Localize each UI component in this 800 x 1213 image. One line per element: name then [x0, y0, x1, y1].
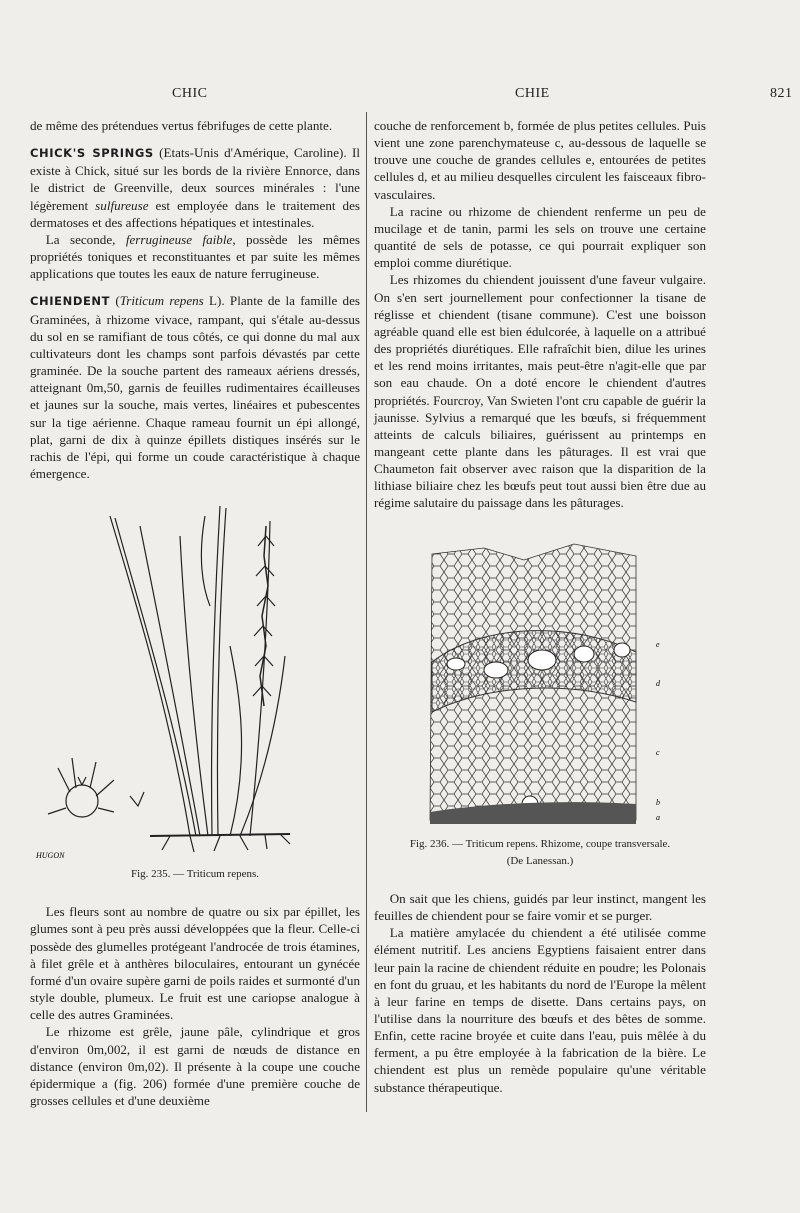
label-c: c — [656, 747, 660, 757]
figure-235 — [30, 496, 360, 883]
paragraph-amylacee: La matière amylacée du chiendent a été utilisée comme élément nutritif. Les anciens Egyptiens faisaient entrer dans leur pain la racine de chiendent réduite en poudre; les Polonais en font du gruau, et les habitants du nord de l'Europe la mêlent à leur farine en temps de disette. Dans certains pays, on l'utilise dans la nourriture des bœufs et des bêtes de somme. Enfin, cette racine broyée et cuite dans l'eau, puis mêlée à du ferment, a pu être employée à la fabrication de la bière. Le chiendent est plus un remède populaire qu'une véritable substance thérapeutique. — [374, 925, 706, 1095]
running-head-left: CHIC — [172, 86, 208, 101]
entry-chiendent: CHIENDENT (Triticum repens L). Plante de la famille des Graminées, à rhizome vivace, rampant, qui s'étale au-dessus du sol en se ramifiant de tous côtés, ce qui donne du mal aux cultivateurs dont les champs sont parfois dévastés par cette graminée. De la souche partent des rameaux aériens dressés, atteignant 0m,50, garnis de feuilles rudimentaires écailleuses et jaunes sur la souche, mais vertes, linéaires et pubescentes sur la tige aérienne. Chaque rameau fournit un épi allongé, plat, garni de dix à quinze épillets distiques insérés sur le rachis de l'épi, qui forme un coude caractéristique à chaque émergence. — [30, 293, 360, 481]
paragraph-couche: couche de renforcement b, formée de plus petites cellules. Puis vient une zone parenchymateuse c, au-dessous de laquelle se trouve une couche de grandes cellules e, entourées de petites cellules d, et au milieu desquelles circulent les faisceaux fibro-vasculaires. — [374, 118, 706, 202]
figure-235-caption: Fig. 235. — Triticum repens. — [130, 868, 260, 881]
label-b: b — [656, 797, 660, 807]
page-number: 821 — [770, 86, 793, 101]
figure-236-caption: Fig. 236. — Triticum repens. Rhizome, coupe transversale. — [409, 837, 671, 850]
left-column — [30, 117, 360, 1109]
headword-chiendent: CHIENDENT — [30, 294, 111, 309]
paragraph-rhizomes-faveur: Les rhizomes du chiendent jouissent d'une faveur vulgaire. On s'en sert journellement pour confectionner la tisane de réglisse et chiendent (tisane commune). C'est une boisson agréable quand elle est bien édulcorée, à laquelle on a attribué des propriétés diurétiques. Elle rafraîchit bien, dilue les urines et les rend moins irritantes, mais peut-être n'agit-elle que par son eau chaude. On a doté encore le chiendent d'autres propriétés. Fourcroy, Van Swieten l'ont cru capable de guérir la jaunisse. Sylvius a remarqué que les bœufs, si fréquemment atteints de calculs biliaires, guérissent au printemps en mangeant cette plante dans les pâturages. Il est vrai que Chaumeton fait observer avec raison que la disparition de la lithiase biliaire chez les bœufs peut tout aussi bien être due au régime salutaire du paissage dans les pâturages. — [374, 272, 706, 511]
paragraph-rhizome: Le rhizome est grêle, jaune pâle, cylindrique et gros d'environ 0m,002, il est garni de nœuds de distance en distance (environ 0m,02). Il présente à la coupe une couche épidermique a (fig. 206) formée d'une première couche de grosses cellules et d'une deuxième — [30, 1024, 360, 1108]
paragraph-racine: La racine ou rhizome de chiendent renferme un peu de mucilage et de tanin, parmi les sels on trouve une certaine quantité de sels de potasse, ce qui pourrait expliquer son emploi comme diurétique. — [374, 203, 706, 271]
label-d: d — [656, 678, 660, 688]
label-e: e — [656, 639, 660, 649]
rhizome-cross-section-illustration — [374, 542, 706, 834]
headword-chicks-springs: CHICK'S SPRINGS — [30, 146, 154, 161]
label-a: a — [656, 812, 660, 822]
paragraph-seconde: La seconde, ferrugineuse faible, possède les mêmes propriétés toniques et reconstituantes et par suite les mêmes applications que toutes les eaux de nature ferrugineuse. — [30, 231, 360, 282]
paragraph-chiens: On sait que les chiens, guidés par leur instinct, mangent les feuilles de chiendent pour se faire vomir et se purger. — [374, 890, 706, 924]
figure-236 — [374, 542, 706, 870]
triticum-plant-illustration — [30, 496, 360, 864]
entry-chicks-springs: CHICK'S SPRINGS (Etats-Unis d'Amérique, Caroline). Il existe à Chick, situé sur les bords de la rivière Ennorce, dans le district de Greenville, deux sources minérales : l'une légèrement sulfureuse est employée dans le traitement des dermatoses et des affections hépatiques et intestinales. — [30, 145, 360, 230]
engraver-signature: HUGON — [36, 851, 65, 861]
intro-paragraph: de même des prétendues vertus fébrifuges de cette plante. — [30, 118, 333, 133]
paragraph-fleurs: Les fleurs sont au nombre de quatre ou six par épillet, les glumes sont à peu près aussi développées que la fleur. Celle-ci possède des glumelles protégeant l'androcée de trois étamines, à filet grêle et à anthères biloculaires, entourant un gynécée formé d'un ovaire supère garni de poils raides et surmonté d'un style double, plumeux. Le fruit est une cariopse analogue à celle des autres Graminées. — [30, 904, 360, 1023]
figure-236-credit: (De Lanessan.) — [506, 854, 574, 867]
right-column — [374, 117, 706, 1096]
running-head-center: CHIE — [515, 86, 550, 101]
column-rule — [366, 112, 367, 1112]
